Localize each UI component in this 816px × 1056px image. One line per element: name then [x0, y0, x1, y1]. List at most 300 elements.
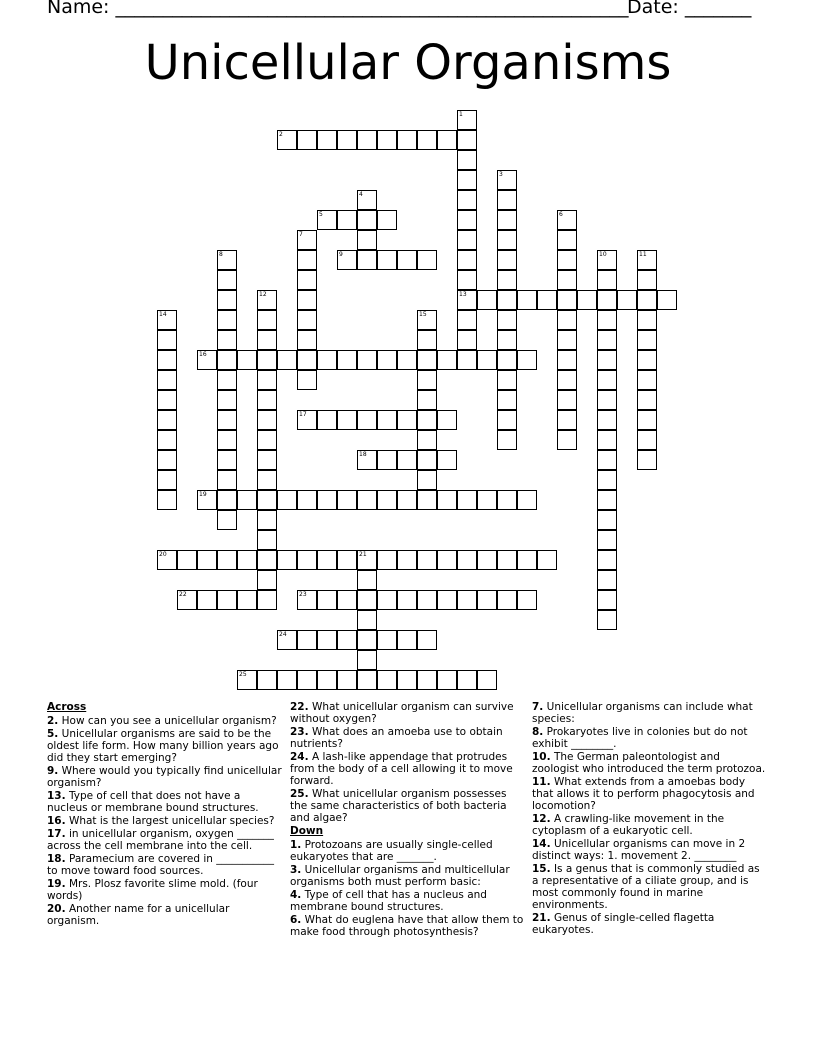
grid-cell[interactable] — [597, 510, 617, 530]
grid-cell[interactable] — [557, 410, 577, 430]
grid-cell[interactable] — [297, 330, 317, 350]
grid-cell[interactable] — [497, 290, 517, 310]
grid-cell[interactable] — [417, 350, 437, 370]
grid-cell[interactable] — [297, 590, 317, 610]
grid-cell[interactable] — [317, 670, 337, 690]
grid-cell[interactable] — [617, 290, 637, 310]
grid-cell[interactable] — [237, 350, 257, 370]
grid-cell[interactable] — [337, 670, 357, 690]
grid-cell[interactable] — [297, 310, 317, 330]
grid-cell[interactable] — [297, 370, 317, 390]
grid-cell[interactable] — [417, 310, 437, 330]
grid-cell[interactable] — [437, 450, 457, 470]
grid-cell[interactable] — [357, 670, 377, 690]
grid-cell[interactable] — [497, 390, 517, 410]
clue-item-number: 21. — [532, 912, 551, 924]
grid-cell[interactable] — [637, 350, 657, 370]
grid-cell[interactable] — [397, 450, 417, 470]
clue-item-text: What unicellular organism possesses the same characteristics of both bacteria and algae? — [290, 788, 507, 824]
clue-number: 23 — [299, 591, 307, 598]
grid-cell[interactable] — [417, 130, 437, 150]
grid-cell[interactable] — [597, 250, 617, 270]
grid-cell[interactable] — [417, 670, 437, 690]
grid-cell[interactable] — [217, 330, 237, 350]
grid-cell[interactable] — [597, 330, 617, 350]
grid-cell[interactable] — [257, 470, 277, 490]
grid-cell[interactable] — [297, 410, 317, 430]
grid-cell[interactable] — [217, 310, 237, 330]
clue-item-text: The German paleontologist and zoologist who introduced the term protozoa. — [532, 751, 766, 775]
grid-cell[interactable] — [157, 310, 177, 330]
grid-cell[interactable] — [597, 490, 617, 510]
clue-item-text: Type of cell that does not have a nucleus or membrane bound structures. — [47, 790, 259, 814]
grid-cell[interactable] — [177, 590, 197, 610]
grid-cell[interactable] — [317, 550, 337, 570]
grid-cell[interactable] — [497, 210, 517, 230]
grid-cell[interactable] — [277, 130, 297, 150]
grid-cell[interactable] — [557, 350, 577, 370]
down-clues-list-continued — [532, 701, 767, 936]
grid-cell[interactable] — [477, 670, 497, 690]
grid-cell[interactable] — [397, 130, 417, 150]
grid-cell[interactable] — [277, 670, 297, 690]
grid-cell[interactable] — [377, 410, 397, 430]
grid-cell[interactable] — [337, 410, 357, 430]
grid-cell[interactable] — [517, 590, 537, 610]
grid-cell[interactable] — [197, 590, 217, 610]
grid-cell[interactable] — [197, 350, 217, 370]
grid-cell[interactable] — [377, 490, 397, 510]
grid-cell[interactable] — [237, 550, 257, 570]
grid-cell[interactable] — [237, 670, 257, 690]
grid-cell[interactable] — [437, 130, 457, 150]
grid-cell[interactable] — [337, 210, 357, 230]
grid-cell[interactable] — [417, 550, 437, 570]
grid-cell[interactable] — [297, 230, 317, 250]
grid-cell[interactable] — [217, 590, 237, 610]
grid-cell[interactable] — [357, 570, 377, 590]
clue-number: 10 — [599, 251, 607, 258]
clue-item-number: 6. — [290, 914, 302, 926]
down-clues-list — [290, 839, 525, 938]
grid-cell[interactable] — [357, 590, 377, 610]
clue-item — [47, 903, 282, 927]
grid-cell[interactable] — [437, 490, 457, 510]
grid-cell[interactable] — [557, 250, 577, 270]
grid-cell[interactable] — [277, 550, 297, 570]
grid-cell[interactable] — [517, 490, 537, 510]
clue-item — [47, 728, 282, 764]
grid-cell[interactable] — [357, 490, 377, 510]
grid-cell[interactable] — [417, 630, 437, 650]
name-field[interactable]: Name: ______________________________________________________ — [47, 0, 629, 18]
grid-cell[interactable] — [357, 410, 377, 430]
grid-cell[interactable] — [497, 350, 517, 370]
grid-cell[interactable] — [257, 450, 277, 470]
grid-cell[interactable] — [257, 510, 277, 530]
grid-cell[interactable] — [497, 230, 517, 250]
grid-cell[interactable] — [597, 390, 617, 410]
grid-cell[interactable] — [257, 550, 277, 570]
grid-cell[interactable] — [597, 530, 617, 550]
grid-cell[interactable] — [397, 250, 417, 270]
grid-cell[interactable] — [637, 310, 657, 330]
clue-item-number: 1. — [290, 839, 302, 851]
grid-cell[interactable] — [637, 390, 657, 410]
clue-item — [47, 878, 282, 902]
grid-cell[interactable] — [297, 550, 317, 570]
grid-cell[interactable] — [557, 330, 577, 350]
grid-cell[interactable] — [597, 350, 617, 370]
grid-cell[interactable] — [457, 170, 477, 190]
clue-item-number: 23. — [290, 726, 309, 738]
clue-item-number: 7. — [532, 701, 544, 713]
grid-cell[interactable] — [277, 630, 297, 650]
grid-cell[interactable] — [357, 610, 377, 630]
grid-cell[interactable] — [317, 590, 337, 610]
grid-cell[interactable] — [217, 290, 237, 310]
grid-cell[interactable] — [597, 450, 617, 470]
grid-cell[interactable] — [437, 670, 457, 690]
clue-item-text: in unicellular organism, oxygen _______ across the cell membrane into the cell. — [47, 828, 274, 852]
grid-cell[interactable] — [557, 230, 577, 250]
clue-number: 18 — [359, 451, 367, 458]
grid-cell[interactable] — [637, 430, 657, 450]
grid-cell[interactable] — [397, 410, 417, 430]
grid-cell[interactable] — [217, 250, 237, 270]
grid-cell[interactable] — [277, 350, 297, 370]
grid-cell[interactable] — [397, 590, 417, 610]
grid-cell[interactable] — [557, 210, 577, 230]
grid-cell[interactable] — [157, 470, 177, 490]
grid-cell[interactable] — [297, 270, 317, 290]
grid-cell[interactable] — [237, 490, 257, 510]
across-clues-list — [47, 715, 282, 927]
grid-cell[interactable] — [377, 350, 397, 370]
grid-cell[interactable] — [517, 350, 537, 370]
grid-cell[interactable] — [597, 610, 617, 630]
grid-cell[interactable] — [237, 590, 257, 610]
grid-cell[interactable] — [497, 190, 517, 210]
grid-cell[interactable] — [397, 350, 417, 370]
grid-cell[interactable] — [497, 170, 517, 190]
grid-cell[interactable] — [457, 110, 477, 130]
grid-cell[interactable] — [257, 370, 277, 390]
grid-cell[interactable] — [497, 310, 517, 330]
grid-cell[interactable] — [297, 130, 317, 150]
grid-cell[interactable] — [457, 190, 477, 210]
grid-cell[interactable] — [337, 630, 357, 650]
grid-cell[interactable] — [157, 550, 177, 570]
across-clues-list-continued — [290, 701, 525, 824]
grid-cell[interactable] — [337, 350, 357, 370]
grid-cell[interactable] — [477, 590, 497, 610]
grid-cell[interactable] — [417, 470, 437, 490]
grid-cell[interactable] — [497, 550, 517, 570]
grid-cell[interactable] — [437, 590, 457, 610]
clue-item-text: Type of cell that has a nucleus and membrane bound structures. — [290, 889, 487, 913]
grid-cell[interactable] — [357, 650, 377, 670]
grid-cell[interactable] — [497, 590, 517, 610]
grid-cell[interactable] — [417, 250, 437, 270]
grid-cell[interactable] — [437, 410, 457, 430]
grid-cell[interactable] — [357, 350, 377, 370]
grid-cell[interactable] — [437, 350, 457, 370]
grid-cell[interactable] — [357, 550, 377, 570]
grid-cell[interactable] — [497, 490, 517, 510]
clue-number: 13 — [459, 291, 467, 298]
grid-cell[interactable] — [197, 550, 217, 570]
clue-number: 4 — [359, 191, 363, 198]
grid-cell[interactable] — [257, 430, 277, 450]
grid-cell[interactable] — [557, 370, 577, 390]
grid-cell[interactable] — [397, 550, 417, 570]
grid-cell[interactable] — [517, 290, 537, 310]
grid-cell[interactable] — [397, 670, 417, 690]
grid-cell[interactable] — [557, 310, 577, 330]
grid-cell[interactable] — [337, 590, 357, 610]
grid-cell[interactable] — [257, 330, 277, 350]
grid-cell[interactable] — [457, 210, 477, 230]
grid-cell[interactable] — [257, 670, 277, 690]
grid-cell[interactable] — [217, 550, 237, 570]
grid-cell[interactable] — [317, 210, 337, 230]
grid-cell[interactable] — [217, 350, 237, 370]
grid-cell[interactable] — [457, 670, 477, 690]
clue-item — [290, 889, 525, 913]
grid-cell[interactable] — [357, 190, 377, 210]
grid-cell[interactable] — [597, 310, 617, 330]
grid-cell[interactable] — [397, 490, 417, 510]
grid-cell[interactable] — [257, 390, 277, 410]
grid-cell[interactable] — [257, 410, 277, 430]
clue-item — [290, 839, 525, 863]
grid-cell[interactable] — [257, 290, 277, 310]
grid-cell[interactable] — [197, 490, 217, 510]
grid-cell[interactable] — [397, 630, 417, 650]
grid-cell[interactable] — [357, 210, 377, 230]
grid-cell[interactable] — [637, 410, 657, 430]
grid-cell[interactable] — [357, 630, 377, 650]
grid-cell[interactable] — [417, 430, 437, 450]
grid-cell[interactable] — [597, 370, 617, 390]
clue-number: 5 — [319, 211, 323, 218]
grid-cell[interactable] — [177, 550, 197, 570]
grid-cell[interactable] — [557, 290, 577, 310]
grid-cell[interactable] — [297, 290, 317, 310]
grid-cell[interactable] — [357, 450, 377, 470]
clue-item — [290, 788, 525, 824]
grid-cell[interactable] — [217, 450, 237, 470]
clue-item-number: 11. — [532, 776, 551, 788]
grid-cell[interactable] — [297, 630, 317, 650]
grid-cell[interactable] — [217, 270, 237, 290]
grid-cell[interactable] — [437, 550, 457, 570]
clue-number: 1 — [459, 111, 463, 118]
grid-cell[interactable] — [417, 330, 437, 350]
grid-cell[interactable] — [217, 370, 237, 390]
grid-cell[interactable] — [637, 450, 657, 470]
clue-item-text: Another name for a unicellular organism. — [47, 903, 230, 927]
grid-cell[interactable] — [357, 130, 377, 150]
grid-cell[interactable] — [457, 290, 477, 310]
grid-cell[interactable] — [457, 250, 477, 270]
grid-cell[interactable] — [477, 350, 497, 370]
clue-item-text: What do euglena have that allow them to make food through photosynthesis? — [290, 914, 524, 938]
grid-cell[interactable] — [417, 450, 437, 470]
grid-cell[interactable] — [497, 250, 517, 270]
grid-cell[interactable] — [597, 290, 617, 310]
clue-item-number: 14. — [532, 838, 551, 850]
grid-cell[interactable] — [297, 250, 317, 270]
clue-item — [47, 828, 282, 852]
grid-cell[interactable] — [257, 530, 277, 550]
grid-cell[interactable] — [297, 670, 317, 690]
grid-cell[interactable] — [577, 290, 597, 310]
grid-cell[interactable] — [597, 470, 617, 490]
grid-cell[interactable] — [297, 350, 317, 370]
grid-cell[interactable] — [337, 130, 357, 150]
grid-cell[interactable] — [637, 250, 657, 270]
grid-cell[interactable] — [457, 330, 477, 350]
clue-number: 11 — [639, 251, 647, 258]
grid-cell[interactable] — [157, 490, 177, 510]
grid-cell[interactable] — [217, 390, 237, 410]
grid-cell[interactable] — [477, 290, 497, 310]
grid-cell[interactable] — [597, 410, 617, 430]
clue-item-number: 2. — [47, 715, 59, 727]
grid-cell[interactable] — [377, 130, 397, 150]
grid-cell[interactable] — [457, 310, 477, 330]
grid-cell[interactable] — [157, 450, 177, 470]
clue-item-text: A crawling-like movement in the cytoplasm of a eukaryotic cell. — [532, 813, 725, 837]
grid-cell[interactable] — [417, 590, 437, 610]
grid-cell[interactable] — [317, 350, 337, 370]
clue-number: 19 — [199, 491, 207, 498]
grid-cell[interactable] — [477, 550, 497, 570]
grid-cell[interactable] — [597, 430, 617, 450]
grid-cell[interactable] — [537, 550, 557, 570]
grid-cell[interactable] — [377, 670, 397, 690]
grid-cell[interactable] — [377, 450, 397, 470]
clue-item-number: 8. — [532, 726, 544, 738]
grid-cell[interactable] — [557, 390, 577, 410]
clue-item-text: Unicellular organisms are said to be the oldest life form. How many billion years ago did they start emerging? — [47, 728, 279, 764]
clue-number: 12 — [259, 291, 267, 298]
grid-cell[interactable] — [377, 590, 397, 610]
grid-cell[interactable] — [377, 550, 397, 570]
grid-cell[interactable] — [317, 130, 337, 150]
grid-cell[interactable] — [457, 150, 477, 170]
grid-cell[interactable] — [317, 410, 337, 430]
clue-item — [532, 726, 767, 750]
grid-cell[interactable] — [217, 490, 237, 510]
grid-cell[interactable] — [497, 430, 517, 450]
grid-cell[interactable] — [637, 330, 657, 350]
grid-cell[interactable] — [297, 490, 317, 510]
grid-cell[interactable] — [257, 490, 277, 510]
grid-cell[interactable] — [457, 230, 477, 250]
grid-cell[interactable] — [257, 350, 277, 370]
grid-cell[interactable] — [157, 390, 177, 410]
grid-cell[interactable] — [257, 570, 277, 590]
clue-item — [532, 912, 767, 936]
clue-item-text: What is the largest unicellular species? — [68, 815, 275, 827]
grid-cell[interactable] — [357, 250, 377, 270]
grid-cell[interactable] — [457, 550, 477, 570]
grid-cell[interactable] — [557, 270, 577, 290]
grid-cell[interactable] — [157, 370, 177, 390]
grid-cell[interactable] — [217, 510, 237, 530]
grid-cell[interactable] — [557, 430, 577, 450]
grid-cell[interactable] — [597, 550, 617, 570]
grid-cell[interactable] — [597, 590, 617, 610]
grid-cell[interactable] — [497, 330, 517, 350]
grid-cell[interactable] — [157, 330, 177, 350]
grid-cell[interactable] — [317, 490, 337, 510]
grid-cell[interactable] — [417, 410, 437, 430]
grid-cell[interactable] — [357, 230, 377, 250]
grid-cell[interactable] — [377, 250, 397, 270]
grid-cell[interactable] — [597, 270, 617, 290]
grid-cell[interactable] — [457, 350, 477, 370]
clue-item-text: What extends from a amoebas body that allows it to perform phagocytosis and locomotion? — [532, 776, 755, 812]
clue-item-text: Paramecium are covered in ___________ to move toward food sources. — [47, 853, 274, 877]
clue-item — [532, 751, 767, 775]
grid-cell[interactable] — [317, 630, 337, 650]
grid-cell[interactable] — [597, 570, 617, 590]
grid-cell[interactable] — [337, 250, 357, 270]
clues-column-3 — [532, 701, 767, 937]
grid-cell[interactable] — [417, 390, 437, 410]
clue-item — [290, 726, 525, 750]
grid-cell[interactable] — [217, 470, 237, 490]
grid-cell[interactable] — [497, 410, 517, 430]
clue-item-number: 16. — [47, 815, 66, 827]
grid-cell[interactable] — [417, 370, 437, 390]
grid-cell[interactable] — [457, 590, 477, 610]
grid-cell[interactable] — [217, 410, 237, 430]
grid-cell[interactable] — [457, 490, 477, 510]
grid-cell[interactable] — [457, 130, 477, 150]
grid-cell[interactable] — [477, 490, 497, 510]
grid-cell[interactable] — [337, 550, 357, 570]
grid-cell[interactable] — [657, 290, 677, 310]
grid-cell[interactable] — [377, 210, 397, 230]
grid-cell[interactable] — [637, 270, 657, 290]
grid-cell[interactable] — [417, 490, 437, 510]
clue-item — [532, 776, 767, 812]
grid-cell[interactable] — [257, 590, 277, 610]
grid-cell[interactable] — [217, 430, 237, 450]
grid-cell[interactable] — [497, 370, 517, 390]
grid-cell[interactable] — [157, 410, 177, 430]
grid-cell[interactable] — [457, 270, 477, 290]
grid-cell[interactable] — [277, 490, 297, 510]
grid-cell[interactable] — [517, 550, 537, 570]
grid-cell[interactable] — [637, 370, 657, 390]
grid-cell[interactable] — [157, 430, 177, 450]
grid-cell[interactable] — [377, 630, 397, 650]
grid-cell[interactable] — [257, 310, 277, 330]
date-field[interactable]: Date: _______ — [627, 0, 752, 18]
grid-cell[interactable] — [497, 270, 517, 290]
grid-cell[interactable] — [537, 290, 557, 310]
clue-item — [47, 790, 282, 814]
grid-cell[interactable] — [337, 490, 357, 510]
grid-cell[interactable] — [157, 350, 177, 370]
grid-cell[interactable] — [637, 290, 657, 310]
